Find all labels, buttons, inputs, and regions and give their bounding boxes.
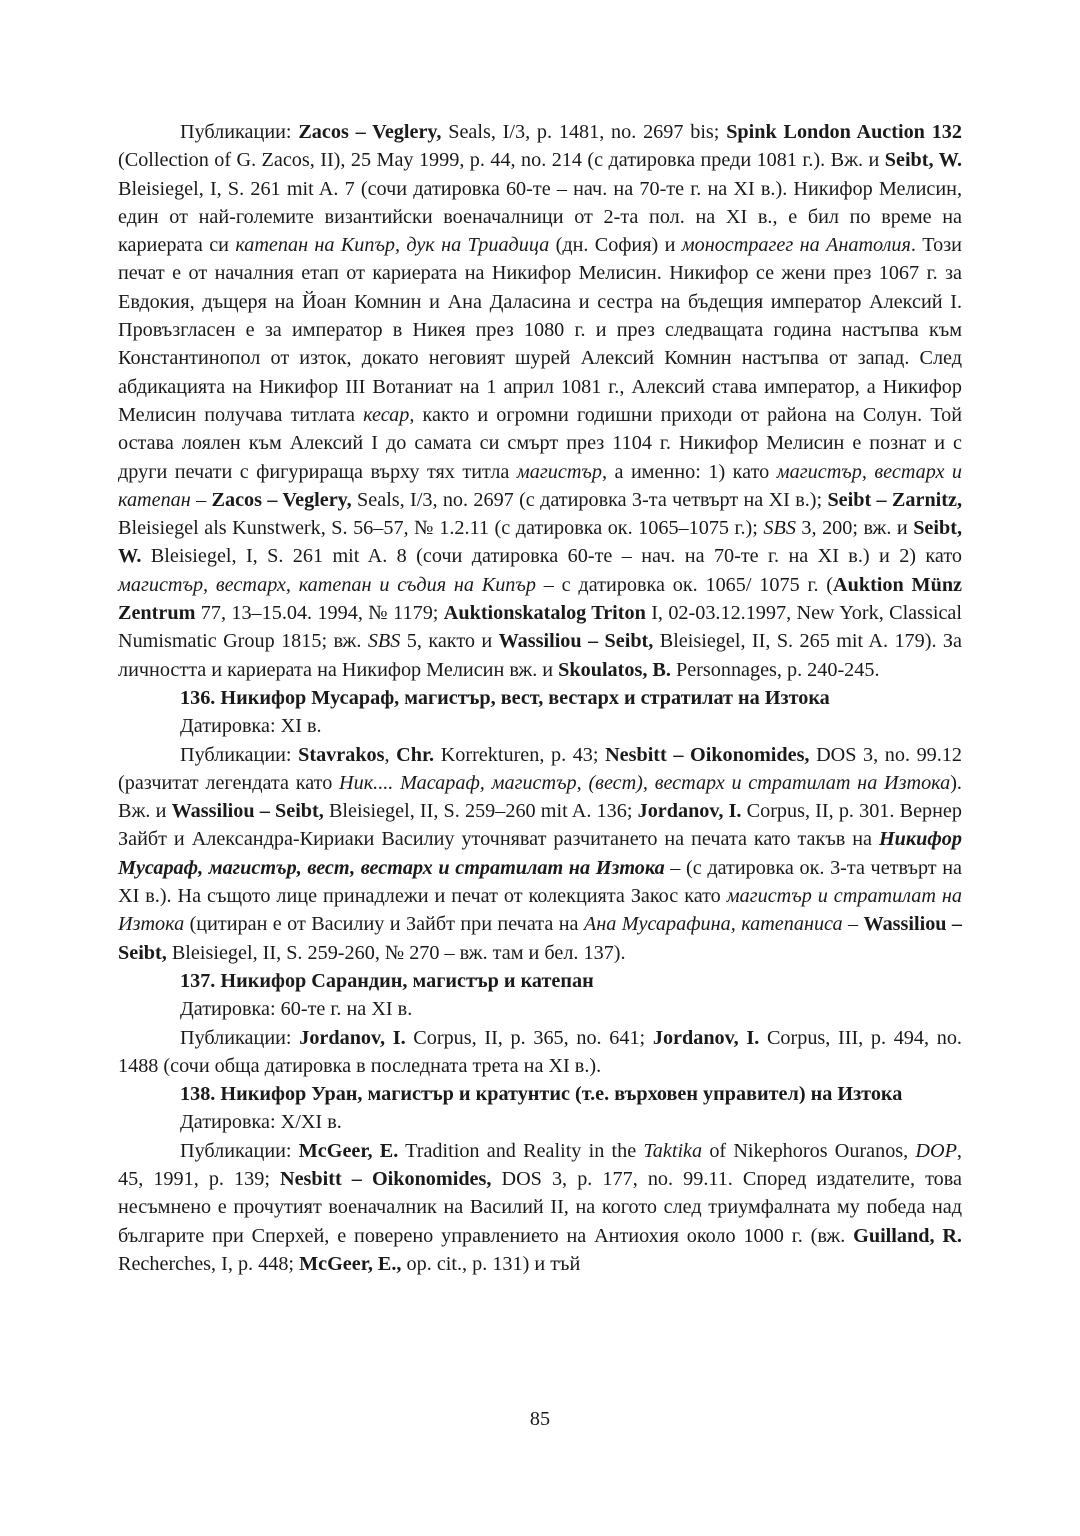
bold-text: Spink London Auction 132 bbox=[726, 121, 962, 143]
text-run: Публикации: bbox=[180, 1026, 300, 1049]
text-run: I, 02-03.12.1997, New York, Classical Numismatic Group 1815; вж. bbox=[118, 602, 962, 653]
paragraph bbox=[118, 1024, 962, 1081]
bold-text: Auktionskatalog Triton bbox=[443, 602, 646, 625]
italic-text: катепан на Кипър, дук на Триадица bbox=[235, 234, 550, 257]
text-run: DOS 3, p. 177, no. 99.11. Според издателите, това несъмнено е прочутият военачалник на Василий II, на когото след триумфалната му победа над българите при Сперхей, е поверено управлението на Антиохия около 1000 г. (вж. bbox=[118, 1167, 962, 1247]
bold-text: Auktion Münz Zentrum bbox=[118, 573, 963, 625]
italic-text: магистър bbox=[516, 460, 602, 483]
paragraph bbox=[118, 118, 962, 684]
text-run: , както и огромни годишни приходи от района на Солун. Той остава лоялен към Алексий I до самата си смърт през 1104 г. Никифор Мелисин е познат и с други печати с фигурираща върху тях титла bbox=[118, 403, 962, 483]
text-run: 136. Никифор Мусараф, магистър, вест, вестарх и стратилат на Изтока bbox=[180, 686, 830, 709]
text-run: – bbox=[842, 913, 864, 936]
italic-text: монострагег на Анатолия bbox=[681, 234, 911, 257]
bold-text: Chr. bbox=[396, 743, 435, 766]
bold-text: Wassiliou – Seibt, bbox=[498, 630, 654, 653]
italic-text: DOP bbox=[915, 1139, 957, 1162]
paragraph bbox=[118, 741, 962, 967]
paragraph bbox=[118, 712, 962, 740]
bold-text: Seibt, W. bbox=[884, 149, 962, 172]
bold-text: Wassiliou – Seibt, bbox=[171, 800, 324, 823]
text-run: Corpus, III, p. 494, no. 1488 (сочи обща датировка в последната трета на XI в.). bbox=[118, 1026, 962, 1077]
emphasis-text: Никифор Мусараф, магистър, вест, вестарх и стратилат на Изтока bbox=[118, 828, 962, 879]
text-run: Seals, I/3, p. 1481, no. 2697 bis; bbox=[441, 121, 727, 143]
text-run: Korrekturen, p. 43; bbox=[434, 743, 606, 766]
bold-text: Nesbitt – Oikonomides, bbox=[605, 743, 810, 766]
italic-text: Ана Мусарафина, катепаниса bbox=[583, 913, 843, 936]
text-run: Corpus, II, p. 301. Вернер Зайбт и Александра-Кириаки Василиу уточняват разчитането на печата като такъв на bbox=[118, 800, 962, 851]
bold-text: Nesbitt – Oikonomides, bbox=[280, 1167, 492, 1190]
text-run: ). Вж. и bbox=[118, 771, 962, 823]
italic-text: магистър и стратилат на Изтока bbox=[118, 885, 962, 936]
text-run: , bbox=[384, 743, 397, 766]
text-run: op. cit., p. 131) и тъй bbox=[401, 1252, 581, 1275]
text-run: Corpus, II, p. 365, no. 641; bbox=[405, 1026, 653, 1049]
bold-text: Zacos – Veglery, bbox=[211, 488, 352, 511]
paragraph bbox=[118, 995, 962, 1023]
italic-text: кесар bbox=[363, 403, 410, 426]
bold-text: Wassiliou – Seibt, bbox=[118, 913, 963, 964]
text-run: Bleisiegel, I, S. 261 mit A. 7 (сочи датировка 60-те – нач. на 70-те г. на XI в.). Никифор Мелисин, един от най-големите византийски военачалници от 2-та пол. на XI в., е бил по време на кариерата си bbox=[118, 177, 962, 257]
text-run: Recherches, I, p. 448; bbox=[118, 1252, 300, 1275]
bold-text: Seibt – Zarnitz, bbox=[827, 488, 963, 511]
text-run: Датировка: XI в. bbox=[180, 715, 322, 738]
text-run: – (с датировка ок. 3-та четвърт на XI в.). На същото лице принадлежи и печат от колекцията Закос като bbox=[118, 856, 962, 908]
text-run: . Този печат е от началния етап от кариерата на Никифор Мелисин. Никифор се жени през 1067 г. за Евдокия, дъщеря на Йоан Комнин и Ана Даласина и сестра на бъдещия император Алексий I. Провъзгласен е за император в Никея през 1080 г. и през следващата година настъпва към Константинопол от изток, докато неговият шурей Алексий Комнин настъпва от запад. След абдикацията на Никифор III Вотаниат на 1 април 1081 г., Алексий става император, а Никифор Мелисин получава титлата bbox=[118, 234, 962, 426]
italic-text: Taktika bbox=[643, 1139, 703, 1162]
text-run: Seals, I/3, no. 2697 (с датировка 3-та четвърт на XI в.); bbox=[351, 488, 828, 511]
text-run: , а именно: 1) като bbox=[601, 460, 777, 483]
bold-text: Jordanov, I. bbox=[637, 800, 742, 823]
entry-heading bbox=[118, 684, 962, 712]
bold-text: Zacos – Veglery, bbox=[298, 121, 442, 143]
text-run: DOS 3, no. 99.12 (разчитат легендата като bbox=[118, 743, 962, 794]
text-run: (цитиран е от Василиу и Зайбт при печата на bbox=[184, 913, 584, 936]
bold-text: Skoulatos, B. bbox=[558, 658, 671, 681]
bold-text: McGeer, E. bbox=[298, 1139, 399, 1162]
text-run: Публикации: bbox=[180, 1139, 299, 1162]
text-run: Публикации: bbox=[180, 743, 299, 766]
bold-text: Jordanov, I. bbox=[652, 1026, 760, 1049]
page-number: 85 bbox=[529, 1408, 551, 1430]
text-run: (дн. София) и bbox=[549, 234, 682, 257]
text-run: – bbox=[190, 488, 212, 511]
paragraph bbox=[118, 1108, 962, 1136]
text-run: Публикации: bbox=[180, 121, 299, 143]
text-run: Bleisiegel als Kunstwerk, S. 56–57, № 1.2.11 (с датировка ок. 1065–1075 г.); bbox=[118, 517, 764, 540]
text-run: Датировка: X/XI в. bbox=[180, 1111, 342, 1134]
italic-text: магистър, вестарх, катепан и съдия на Кипър bbox=[118, 573, 536, 596]
bold-text: Jordanov, I. bbox=[299, 1026, 406, 1049]
italic-text: SBS bbox=[763, 517, 796, 540]
text-run: Bleisiegel, II, S. 259-260, № 270 – вж. там и бел. 137). bbox=[166, 941, 626, 964]
italic-text: магистър, вестарх и катепан bbox=[118, 460, 963, 511]
text-run: Bleisiegel, II, S. 265 mit A. 179). За личността и кариерата на Никифор Мелисин вж. и bbox=[118, 630, 962, 681]
text-run: (Collection of G. Zacos, II), 25 May 1999, p. 44, no. 214 (с датировка преди 1081 г.). Вж. и bbox=[118, 149, 885, 172]
text-run: 5, както и bbox=[400, 630, 499, 653]
italic-text: Ник.... Масараф, магистър, (вест), вестарх и стратилат на Изтока bbox=[339, 771, 951, 794]
bold-text: Guilland, R. bbox=[853, 1224, 962, 1247]
text-run: 3, 200; вж. и bbox=[795, 517, 914, 540]
text-run: Tradition and Reality in the bbox=[398, 1139, 644, 1162]
text-run: 137. Никифор Сарандин, магистър и катепан bbox=[180, 969, 594, 992]
text-run: 77, 13–15.04. 1994, № 1179; bbox=[195, 602, 444, 625]
bold-text: Seibt, W. bbox=[118, 517, 962, 568]
text-run: , 45, 1991, p. 139; bbox=[118, 1139, 962, 1190]
paragraph bbox=[118, 1137, 962, 1278]
bold-text: Stavrakos bbox=[298, 743, 385, 766]
text-run: – с датировка ок. 1065/ 1075 г. ( bbox=[535, 573, 834, 596]
text-run: of Nikephoros Ouranos, bbox=[702, 1139, 916, 1162]
entry-heading bbox=[118, 1080, 962, 1108]
italic-text: SBS bbox=[367, 630, 401, 653]
page-body bbox=[118, 118, 962, 1278]
bold-text: McGeer, E., bbox=[299, 1252, 402, 1275]
text-run: Датировка: 60-те г. на XI в. bbox=[180, 998, 413, 1021]
text-run: 138. Никифор Уран, магистър и кратунтис (т.е. върховен управител) на Изтока bbox=[180, 1083, 903, 1106]
text-run: Bleisiegel, II, S. 259–260 mit A. 136; bbox=[323, 800, 638, 823]
entry-heading bbox=[118, 967, 962, 995]
text-run: Personnages, p. 240-245. bbox=[670, 658, 880, 681]
text-run: Bleisiegel, I, S. 261 mit A. 8 (сочи датировка 60-те – нач. на 70-те г. на XI в.) и 2) като bbox=[141, 545, 962, 568]
